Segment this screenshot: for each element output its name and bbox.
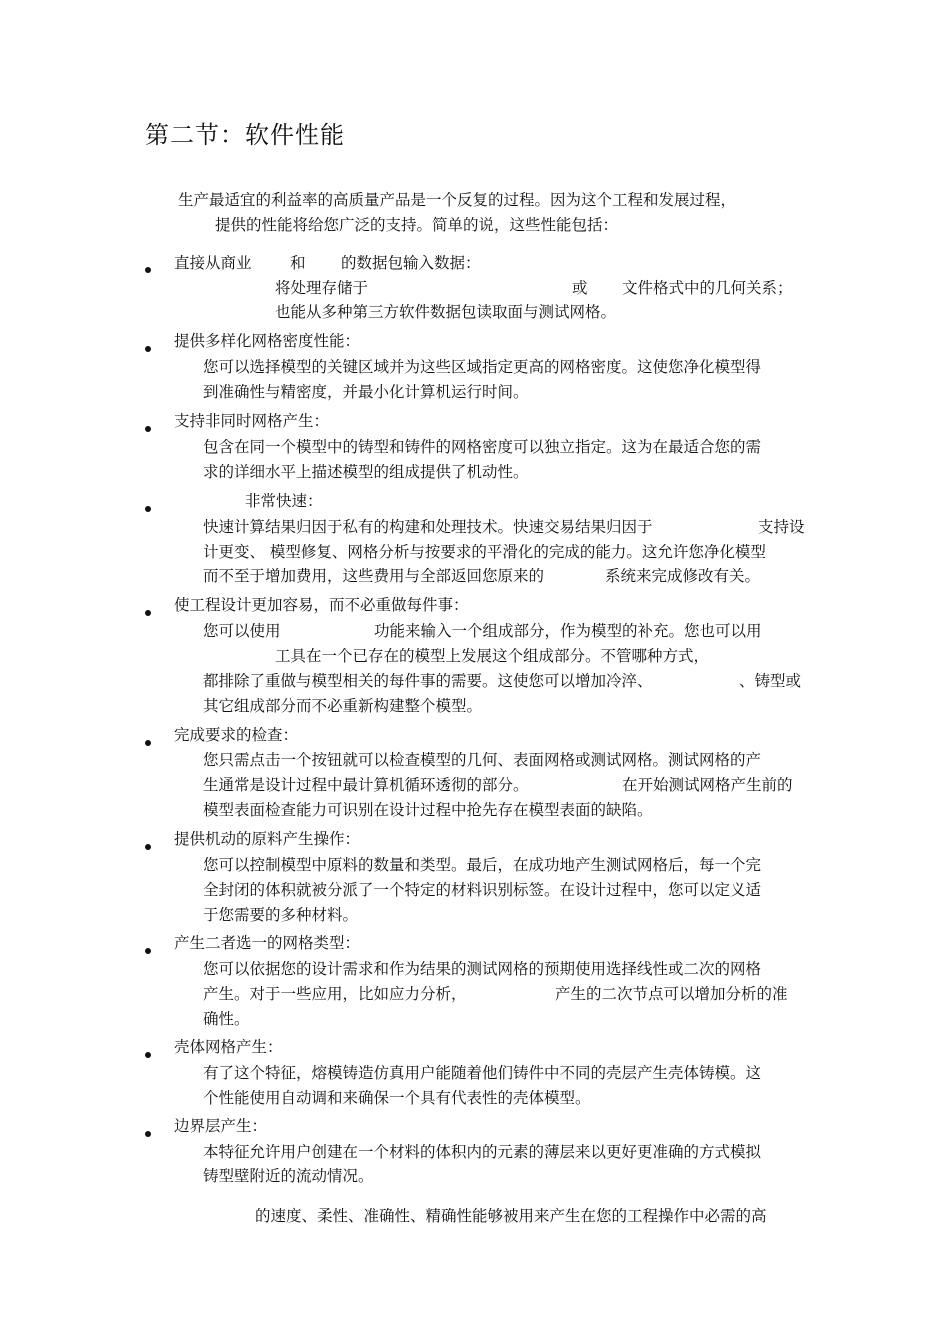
feature-5-body-3b: 、铸型或 <box>739 672 802 690</box>
feature-5-body-2: 工具在一个已存在的模型上发展这个组成部分。不管哪种方式， <box>275 647 710 665</box>
feature-1-heading-b: 和 <box>290 254 306 272</box>
bullet-10 <box>145 1131 151 1137</box>
bullet-8 <box>145 948 151 954</box>
bullet-7 <box>145 844 151 850</box>
feature-5-body-4: 其它组成部分而不必重新构建整个模型。 <box>203 697 483 715</box>
feature-1-body-2: 也能从多种第三方软件数据包读取面与测试网格。 <box>275 303 617 321</box>
feature-8-body-3: 确性。 <box>203 1010 250 1028</box>
feature-5-body-3a: 都排除了重做与模型相关的每件事的需要。这使您可以增加冷淬、 <box>203 672 653 690</box>
bullet-4 <box>145 506 151 512</box>
feature-4-heading: 非常快速： <box>245 492 323 510</box>
feature-6-body-3: 模型表面检查能力可识别在设计过程中抢先存在模型表面的缺陷。 <box>203 801 653 819</box>
feature-7-body-1: 您可以控制模型中原料的数量和类型。最后，在成功地产生测试网格后，每一个完 <box>203 856 762 874</box>
feature-6-body-2a: 生通常是设计过程中最计算机循环透彻的部分。 <box>203 776 529 794</box>
feature-6-body-2b: 在开始测试网格产生前的 <box>622 776 793 794</box>
feature-4-body-1b: 支持设 <box>758 518 805 536</box>
feature-8-body-2a: 产生。对于一些应用，比如应力分析， <box>203 985 467 1003</box>
feature-1-heading-a: 直接从商业 <box>174 254 252 272</box>
feature-8-heading: 产生二者选一的网格类型： <box>174 934 361 952</box>
feature-2-body-2: 到准确性与精密度，并最小化计算机运行时间。 <box>203 383 529 401</box>
feature-7-body-3: 于您需要的多种材料。 <box>203 906 359 924</box>
bullet-3 <box>145 426 151 432</box>
bullet-5 <box>145 610 151 616</box>
closing-line: 的速度、柔性、准确性、精确性能够被用来产生在您的工程操作中必需的高 <box>255 1207 767 1225</box>
feature-2-body-1: 您可以选择模型的关键区域并为这些区域指定更高的网格密度。这使您净化模型得 <box>203 358 762 376</box>
feature-4-body-3a: 而不至于增加费用，这些费用与全部返回您原来的 <box>203 567 545 585</box>
feature-10-heading: 边界层产生： <box>174 1117 268 1135</box>
feature-5-body-1b: 功能来输入一个组成部分，作为模型的补充。您也可以用 <box>374 622 762 640</box>
feature-1-body-1b: 或 <box>572 279 588 297</box>
bullet-2 <box>145 346 151 352</box>
feature-5-heading: 使工程设计更加容易，而不必重做每件事： <box>174 596 469 614</box>
feature-1-body-1c: 文件格式中的几何关系； <box>622 279 793 297</box>
feature-9-body-1: 有了这个特征，熔模铸造仿真用户能随着他们铸件中不同的壳层产生壳体铸模。这 <box>203 1064 762 1082</box>
section-title: 第二节：软件性能 <box>145 121 345 149</box>
feature-9-heading: 壳体网格产生： <box>174 1038 283 1056</box>
feature-6-heading: 完成要求的检查： <box>174 726 299 744</box>
feature-7-body-2: 全封闭的体积就被分派了一个特定的材料识别标签。在设计过程中，您可以定义适 <box>203 881 762 899</box>
feature-3-body-2: 求的详细水平上描述模型的组成提供了机动性。 <box>203 463 529 481</box>
feature-3-heading: 支持非同时网格产生： <box>174 412 330 430</box>
feature-9-body-2: 个性能使用自动调和来确保一个具有代表性的壳体模型。 <box>203 1089 591 1107</box>
feature-5-body-1a: 您可以使用 <box>203 622 281 640</box>
feature-6-body-1: 您只需点击一个按钮就可以检查模型的几何、表面网格或测试网格。测试网格的产 <box>203 751 762 769</box>
feature-1-heading-c: 的数据包输入数据： <box>341 254 481 272</box>
bullet-6 <box>145 740 151 746</box>
bullet-9 <box>145 1052 151 1058</box>
feature-8-body-1: 您可以依据您的设计需求和作为结果的测试网格的预期使用选择线性或二次的网格 <box>203 960 762 978</box>
feature-8-body-2b: 产生的二次节点可以增加分析的准 <box>555 985 788 1003</box>
feature-4-body-3b: 系统来完成修改有关。 <box>605 567 761 585</box>
feature-10-body-2: 铸型壁附近的流动情况。 <box>203 1167 374 1185</box>
feature-1-body-1a: 将处理存储于 <box>275 279 369 297</box>
feature-4-body-1a: 快速计算结果归因于私有的构建和处理技术。快速交易结果归因于 <box>203 518 653 536</box>
bullet-1 <box>145 267 151 273</box>
feature-10-body-1: 本特征允许用户创建在一个材料的体积内的元素的薄层来以更好更准确的方式模拟 <box>203 1143 762 1161</box>
intro-line-2: 提供的性能将给您广泛的支持。简单的说，这些性能包括： <box>215 216 619 234</box>
intro-line-1: 生产最适宜的利益率的高质量产品是一个反复的过程。因为这个工程和发展过程， <box>178 191 737 209</box>
feature-4-body-2: 计更变、 模型修复、网格分析与按要求的平滑化的完成的能力。这允许您净化模型 <box>203 543 766 561</box>
feature-2-heading: 提供多样化网格密度性能： <box>174 332 361 350</box>
feature-3-body-1: 包含在同一个模型中的铸型和铸件的网格密度可以独立指定。这为在最适合您的需 <box>203 438 762 456</box>
feature-7-heading: 提供机动的原料产生操作： <box>174 830 361 848</box>
